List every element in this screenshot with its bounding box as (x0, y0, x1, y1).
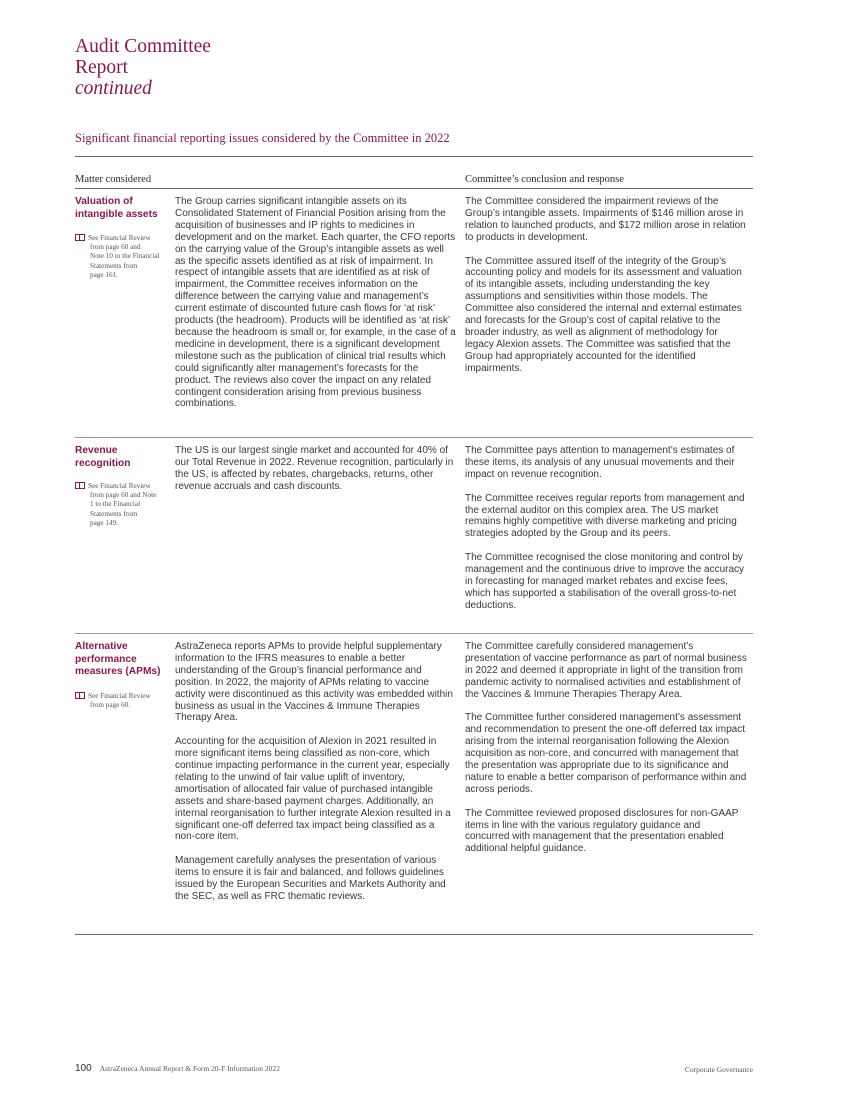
reference-line: Note 10 to the Financial (90, 252, 160, 261)
divider-header (75, 188, 753, 189)
footer-section: Corporate Governance (684, 1065, 753, 1074)
title-line-1: Audit Committee (75, 36, 211, 57)
cross-reference (75, 692, 175, 710)
matter-title: Revenue recognition (75, 445, 131, 469)
reference-line: page 161. (90, 270, 118, 279)
committee-response (465, 196, 747, 375)
committee-response (465, 641, 747, 855)
reference-line: Statements from (90, 509, 138, 518)
matter-title: Alternative performance measures (APMs) (75, 641, 161, 677)
divider-top (75, 156, 753, 157)
description-paragraph: AstraZeneca reports APMs to provide helpful supplementary information to the IFRS measures to enable a better understanding of the Group’s financial performance and position. In 2022, the majority of APMs relating to vaccine activity were discontinued as this activity was embedded within business as usual in the Vaccines & Immune Therapies Therapy Area. (175, 641, 453, 724)
response-paragraph: The Committee assured itself of the integrity of the Group’s accounting policy and models for its assessment and valuation of its intangible assets, including understanding the key assumptions and sensitivities within those models. The Committee also considered the internal and external estimates and forecasts for the Group’s cost of capital relative to the broader industry, as well as alignment of methodology for legacy Alexion assets. The Committee was satisfied that the Group had appropriately accounted for the identified impairments. (465, 255, 742, 374)
description-paragraph: Accounting for the acquisition of Alexion in 2021 resulted in more significant items being classified as non-core, which continue impacting performance in the current year, especially relating to the unwind of fair value uplift of inventory, amortisation of allocated fair value of purchased intangible assets and share-based payment charges. Additionally, an internal reorganisation to further integrate Alexion resulted in a significant one-off deferred tax impact being classified as a non-core item. (175, 736, 451, 843)
description-paragraph: Management carefully analyses the presentation of various items to ensure it is fair and balanced, and follows guidelines issued by the European Securities and Markets Authority and the SEC, as well as FRC thematic reviews. (175, 855, 446, 902)
page-number: 100 (75, 1063, 92, 1074)
reference-line: from page 60 and Note (90, 491, 157, 500)
column-header-conclusion: Committee’s conclusion and response (465, 174, 624, 185)
column-header-matter: Matter considered (75, 174, 152, 185)
matter-description (175, 196, 457, 410)
matter-description (175, 445, 457, 493)
title-line-2: Report (75, 57, 129, 78)
response-paragraph: The Committee further considered management’s assessment and recommendation to present the one-off deferred tax impact arising from the internal reorganisation following the Alexion acquisition as non-core, and concurred with management that the presentation was appropriate due to its significance and nature to enable a better comparison of performance within and across periods. (465, 712, 747, 795)
response-paragraph: The Committee carefully considered management’s presentation of vaccine performance as part of normal business in 2022 and deemed it appropriate in light of the transition from pandemic activity to normalised activities and establishment of the Vaccines & Immune Therapies Therapy Area. (465, 641, 747, 700)
reference-line: See Financial Review (88, 234, 151, 242)
title-continued: continued (75, 78, 152, 99)
book-icon (75, 692, 85, 699)
response-paragraph: The Committee pays attention to management’s estimates of these items, its analysis of any unusual movements and their impact on revenue recognition. (465, 445, 735, 480)
reference-line: from page 60 and (90, 243, 141, 252)
committee-response (465, 445, 747, 612)
reference-line: from page 60. (90, 701, 131, 710)
row-divider (75, 633, 753, 634)
reference-line: Statements from (90, 261, 138, 270)
response-paragraph: The Committee considered the impairment reviews of the Group’s intangible assets. Impairments of $146 million arose in relation to launched products, and $172 million arose in relation to products in development. (465, 196, 746, 243)
document-title: AstraZeneca Annual Report & Form 20-F Information 2022 (99, 1064, 280, 1073)
cross-reference (75, 234, 175, 280)
response-paragraph: The Committee receives regular reports from management and the external auditor on this complex area. The US market remains highly competitive with diverse marketing and pricing strategies adopted by the Group and its peers. (465, 492, 745, 540)
reference-line: page 149. (90, 518, 118, 527)
response-paragraph: The Committee recognised the close monitoring and control by management and the continuous drive to improve the accuracy in forecasting for managed market rebates and excise fees, which has supported a stabilisation of the overall gross-to-net deductions. (465, 552, 745, 611)
matter-title: Valuation of intangible assets (75, 196, 158, 220)
reference-line: See Financial Review (88, 692, 151, 700)
matter-description (175, 641, 457, 903)
row-divider (75, 437, 753, 438)
page-footer (75, 1063, 753, 1074)
description-paragraph: The US is our largest single market and accounted for 40% of our Total Revenue in 2022. Revenue recognition, particularly in the US, is affected by rebates, chargebacks, returns, other revenue accruals and cash discounts. (175, 445, 454, 492)
cross-reference (75, 482, 175, 528)
divider-bottom (75, 934, 753, 935)
response-paragraph: The Committee reviewed proposed disclosures for non-GAAP items in line with the various regulatory guidance and concurred with management that the presentation enabled additional helpful guidance. (465, 807, 739, 855)
reference-line: See Financial Review (88, 482, 151, 490)
book-icon (75, 234, 85, 241)
description-paragraph: The Group carries significant intangible assets on its Consolidated Statement of Financial Position arising from the acquisition of businesses and IP rights to medicines in development and on the market. Each quarter, the CFO reports on the carrying value of the Group’s intangible assets as well as the specific assets identified as at risk of impairment. In respect of intangible assets that are identified as at risk of impairment, the Committee receives information on the difference between the carrying value and management’s current estimate of discounted future cash flows for ‘at risk’ products (the headroom). Products will be identified as ‘at risk’ because the headroom is small or, for example, in the case of a medicine in development, there is a significant development milestone such as the publication of clinical trial results which could significantly alter management’s forecasts for the product. The reviews also cover the impact on any related contingent consideration arising from previous business combinations. (175, 196, 456, 410)
page-title (75, 36, 211, 99)
reference-line: 1 to the Financial (90, 500, 141, 509)
book-icon (75, 482, 85, 489)
section-heading: Significant financial reporting issues considered by the Committee in 2022 (75, 131, 450, 145)
